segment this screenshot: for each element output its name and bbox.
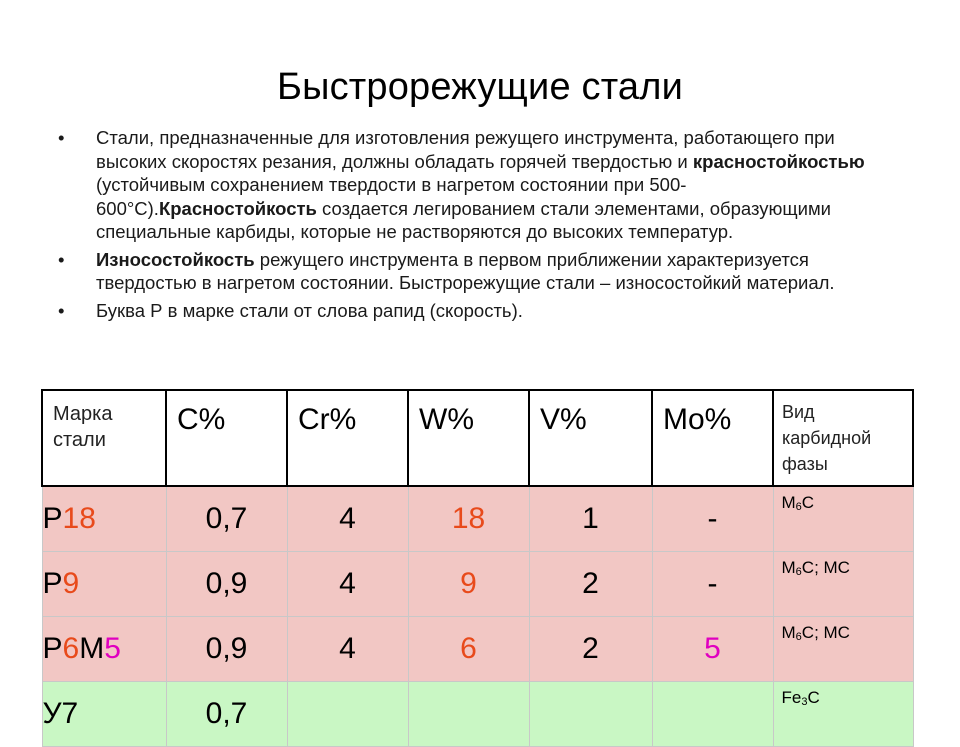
header-mo-label: Mo%: [663, 403, 732, 436]
header-grade-line2: стали: [53, 429, 106, 451]
header-v: [529, 390, 652, 486]
carbide-formula: М: [781, 493, 796, 512]
header-carbide-line3: фазы: [782, 454, 828, 474]
bullet-text: создается легированием стали элементами, образующими специальные карбиды, которые не растворяются до высоких температур.: [96, 197, 832, 242]
grade-letter: Р: [42, 502, 63, 535]
bullet-text: (устойчивым сохранением твердости в нагретом состоянии при 500-600°С).: [96, 174, 687, 219]
cell-c: 0,7: [166, 682, 287, 747]
cell-c: 0,9: [166, 617, 287, 682]
header-grade: [42, 390, 166, 486]
cell-w: [408, 682, 529, 747]
header-grade-line1: Марка: [53, 403, 113, 425]
bullet-item: [58, 248, 878, 295]
bullet-icon: •: [58, 127, 65, 148]
cell-w: 18: [408, 486, 529, 552]
carbide-subscript: 6: [795, 501, 802, 513]
cell-cr: 4: [287, 486, 408, 552]
carbide-subscript: 6: [795, 566, 802, 578]
grade-letter: Р: [42, 632, 63, 665]
grade-number: 5: [104, 632, 121, 665]
bullet-text: Стали, предназначенные для изготовления режущего инструмента, работающего при высоких скоростях резания, должны обладать горячей твердостью и: [96, 127, 835, 172]
cell-mo: -: [652, 486, 773, 552]
header-cr-label: Cr%: [298, 403, 357, 436]
carbide-formula: М: [781, 558, 796, 577]
cell-carbide: [773, 682, 913, 747]
cell-w: 6: [408, 617, 529, 682]
grade-number: 6: [62, 632, 80, 665]
bold-term: Износостойкость: [96, 248, 255, 270]
cell-grade: [42, 617, 166, 682]
grade-letter: У7: [42, 697, 79, 730]
header-carbide-line2: карбидной: [782, 428, 872, 448]
cell-carbide: [773, 486, 913, 552]
header-v-label: V%: [540, 403, 587, 436]
header-carbide-line1: Вид: [782, 402, 815, 422]
cell-v: 2: [529, 617, 652, 682]
table-row: [42, 486, 913, 552]
grade-number: 18: [62, 502, 96, 535]
header-c-label: С%: [177, 403, 226, 436]
carbide-formula: С: [807, 688, 820, 707]
table-row: [42, 682, 913, 747]
cell-c: 0,7: [166, 486, 287, 552]
header-mo: [652, 390, 773, 486]
table-header-row: [42, 390, 913, 486]
cell-carbide: [773, 617, 913, 682]
bullet-text: Буква Р в марке стали от слова рапид (скорость).: [96, 299, 523, 321]
bullet-icon: •: [58, 248, 65, 270]
carbide-subscript: 6: [795, 631, 802, 643]
slide-title: Быстрорежущие стали: [276, 66, 684, 108]
carbide-formula: Fe: [781, 688, 802, 707]
header-cr: [287, 390, 408, 486]
carbide-subscript: 3: [801, 696, 808, 708]
bullet-text: режущего инструмента в первом приближении характеризуется твердостью в нагретом состоянии. Быстрорежущие стали – износостойкий материал.: [96, 248, 835, 293]
cell-cr: [287, 682, 408, 747]
steel-composition-table: [41, 389, 914, 747]
cell-mo: -: [652, 552, 773, 617]
grade-number: 9: [62, 567, 80, 600]
cell-cr: 4: [287, 552, 408, 617]
cell-cr: 4: [287, 617, 408, 682]
header-carbide: [773, 390, 913, 486]
cell-carbide: [773, 552, 913, 617]
bullet-list: [58, 126, 878, 326]
carbide-formula: С: [801, 493, 815, 512]
header-c: [166, 390, 287, 486]
cell-grade: [42, 486, 166, 552]
carbide-formula: С; МС: [801, 558, 850, 577]
cell-w: 9: [408, 552, 529, 617]
grade-letter: М: [79, 632, 105, 665]
bullet-icon: •: [58, 299, 65, 321]
carbide-formula: М: [781, 623, 796, 642]
cell-v: 2: [529, 552, 652, 617]
bold-term: красностойкостью: [692, 150, 865, 172]
bullet-item: [58, 126, 878, 244]
bold-term: Красностойкость: [158, 197, 317, 219]
header-w: [408, 390, 529, 486]
cell-mo: [652, 682, 773, 747]
cell-c: 0,9: [166, 552, 287, 617]
table-row: [42, 617, 913, 682]
cell-mo: 5: [652, 617, 773, 682]
cell-grade: [42, 552, 166, 617]
header-w-label: W%: [419, 403, 474, 436]
cell-v: 1: [529, 486, 652, 552]
grade-letter: Р: [42, 567, 63, 600]
table-row: [42, 552, 913, 617]
carbide-formula: С; МС: [801, 623, 850, 642]
cell-grade: [42, 682, 166, 747]
cell-v: [529, 682, 652, 747]
bullet-item: [58, 299, 878, 323]
